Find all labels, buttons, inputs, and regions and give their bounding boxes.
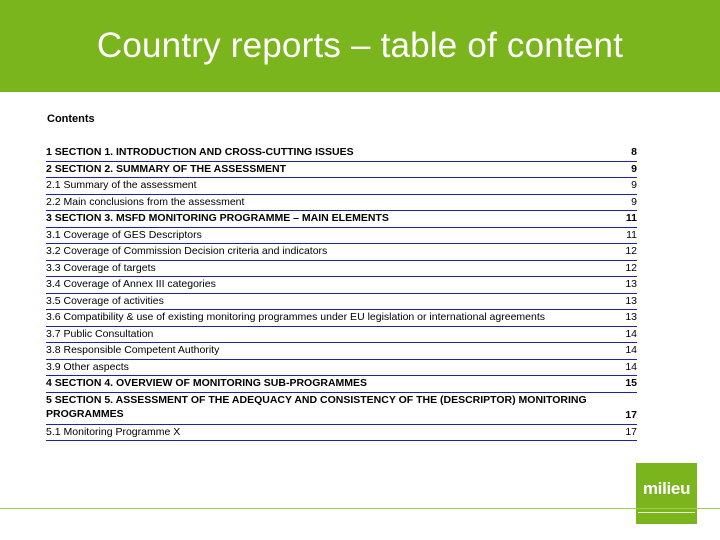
toc-entry-label: 2.1 Summary of the assessment xyxy=(46,179,197,191)
toc-entry-label: 3.1 Coverage of GES Descriptors xyxy=(46,228,202,241)
toc-entry-label: 3.5 Coverage of activities xyxy=(46,294,164,307)
toc-entry-page: 17 xyxy=(625,425,637,438)
toc-entry-page: 9 xyxy=(631,195,637,208)
toc-entry-page: 11 xyxy=(626,228,637,241)
toc-entry-page: 17 xyxy=(625,409,637,421)
toc-entry-label: 5.1 Monitoring Programme X xyxy=(46,425,181,438)
contents-heading: Contents xyxy=(47,113,95,125)
toc-entry[interactable] xyxy=(46,425,637,442)
logo-text: milieu xyxy=(642,479,691,498)
toc-entry[interactable] xyxy=(46,294,637,311)
toc-entry-label: 3.2 Coverage of Commission Decision criteria and indicators xyxy=(46,245,328,257)
toc-entry[interactable] xyxy=(46,178,637,195)
toc-entry-page: 15 xyxy=(625,377,637,389)
toc-entry[interactable] xyxy=(46,211,637,228)
toc-entry-label: 2.2 Main conclusions from the assessment xyxy=(46,195,245,208)
toc-entry[interactable] xyxy=(46,244,637,261)
toc-entry[interactable] xyxy=(46,310,637,327)
toc-entry[interactable] xyxy=(46,327,637,344)
toc-entry-page: 9 xyxy=(631,179,637,191)
toc-entry-page: 14 xyxy=(625,327,637,340)
toc-entry-page: 8 xyxy=(631,146,637,158)
toc-entry-label: 4 SECTION 4. OVERVIEW OF MONITORING SUB-PROGRAMMES xyxy=(46,377,368,389)
toc-entry-page: 13 xyxy=(625,311,637,323)
toc-entry-label: 3.6 Compatibility & use of existing monitoring programmes under EU legislation or international agreements xyxy=(46,311,546,323)
toc-entry-page: 12 xyxy=(625,261,637,274)
toc-entry-page: 9 xyxy=(631,162,637,175)
toc-entry-label: 3.7 Public Consultation xyxy=(46,327,154,340)
toc-entry-label: 3.3 Coverage of targets xyxy=(46,261,156,274)
toc-entry-page: 13 xyxy=(625,278,637,290)
toc-entry-label: 3.4 Coverage of Annex III categories xyxy=(46,278,216,290)
slide-title: Country reports – table of content xyxy=(96,26,624,65)
toc-entry[interactable] xyxy=(46,376,637,393)
toc-entry[interactable] xyxy=(46,360,637,377)
footer-divider xyxy=(0,508,720,509)
toc-entry-page: 14 xyxy=(625,344,637,356)
toc-entry[interactable] xyxy=(46,393,637,425)
toc-entry-page: 12 xyxy=(625,245,637,257)
toc-entry-label: 1 SECTION 1. INTRODUCTION AND CROSS-CUTTING ISSUES xyxy=(46,146,354,158)
toc-entry[interactable] xyxy=(46,261,637,278)
toc-entry-label: 2 SECTION 2. SUMMARY OF THE ASSESSMENT xyxy=(46,162,286,175)
toc-entry[interactable] xyxy=(46,228,637,245)
toc-entry-page: 11 xyxy=(625,212,637,224)
toc-entry[interactable] xyxy=(46,162,637,179)
toc-entry[interactable] xyxy=(46,343,637,360)
toc-entry-label: 3.8 Responsible Competent Authority xyxy=(46,344,220,356)
toc-entry[interactable] xyxy=(46,195,637,212)
toc-entry[interactable] xyxy=(46,145,637,162)
toc-entry-label: 5 SECTION 5. ASSESSMENT OF THE ADEQUACY AND CONSISTENCY OF THE (DESCRIPTOR) MONITORING PROGRAMMES xyxy=(46,393,587,420)
toc-entry-label: 3.9 Other aspects xyxy=(46,360,129,373)
toc-entry[interactable] xyxy=(46,277,637,294)
table-of-contents xyxy=(46,145,637,441)
milieu-logo xyxy=(636,463,697,524)
toc-entry-label: 3 SECTION 3. MSFD MONITORING PROGRAMME – MAIN ELEMENTS xyxy=(46,212,389,224)
toc-entry-page: 14 xyxy=(625,360,637,373)
toc-entry-page: 13 xyxy=(625,294,637,307)
